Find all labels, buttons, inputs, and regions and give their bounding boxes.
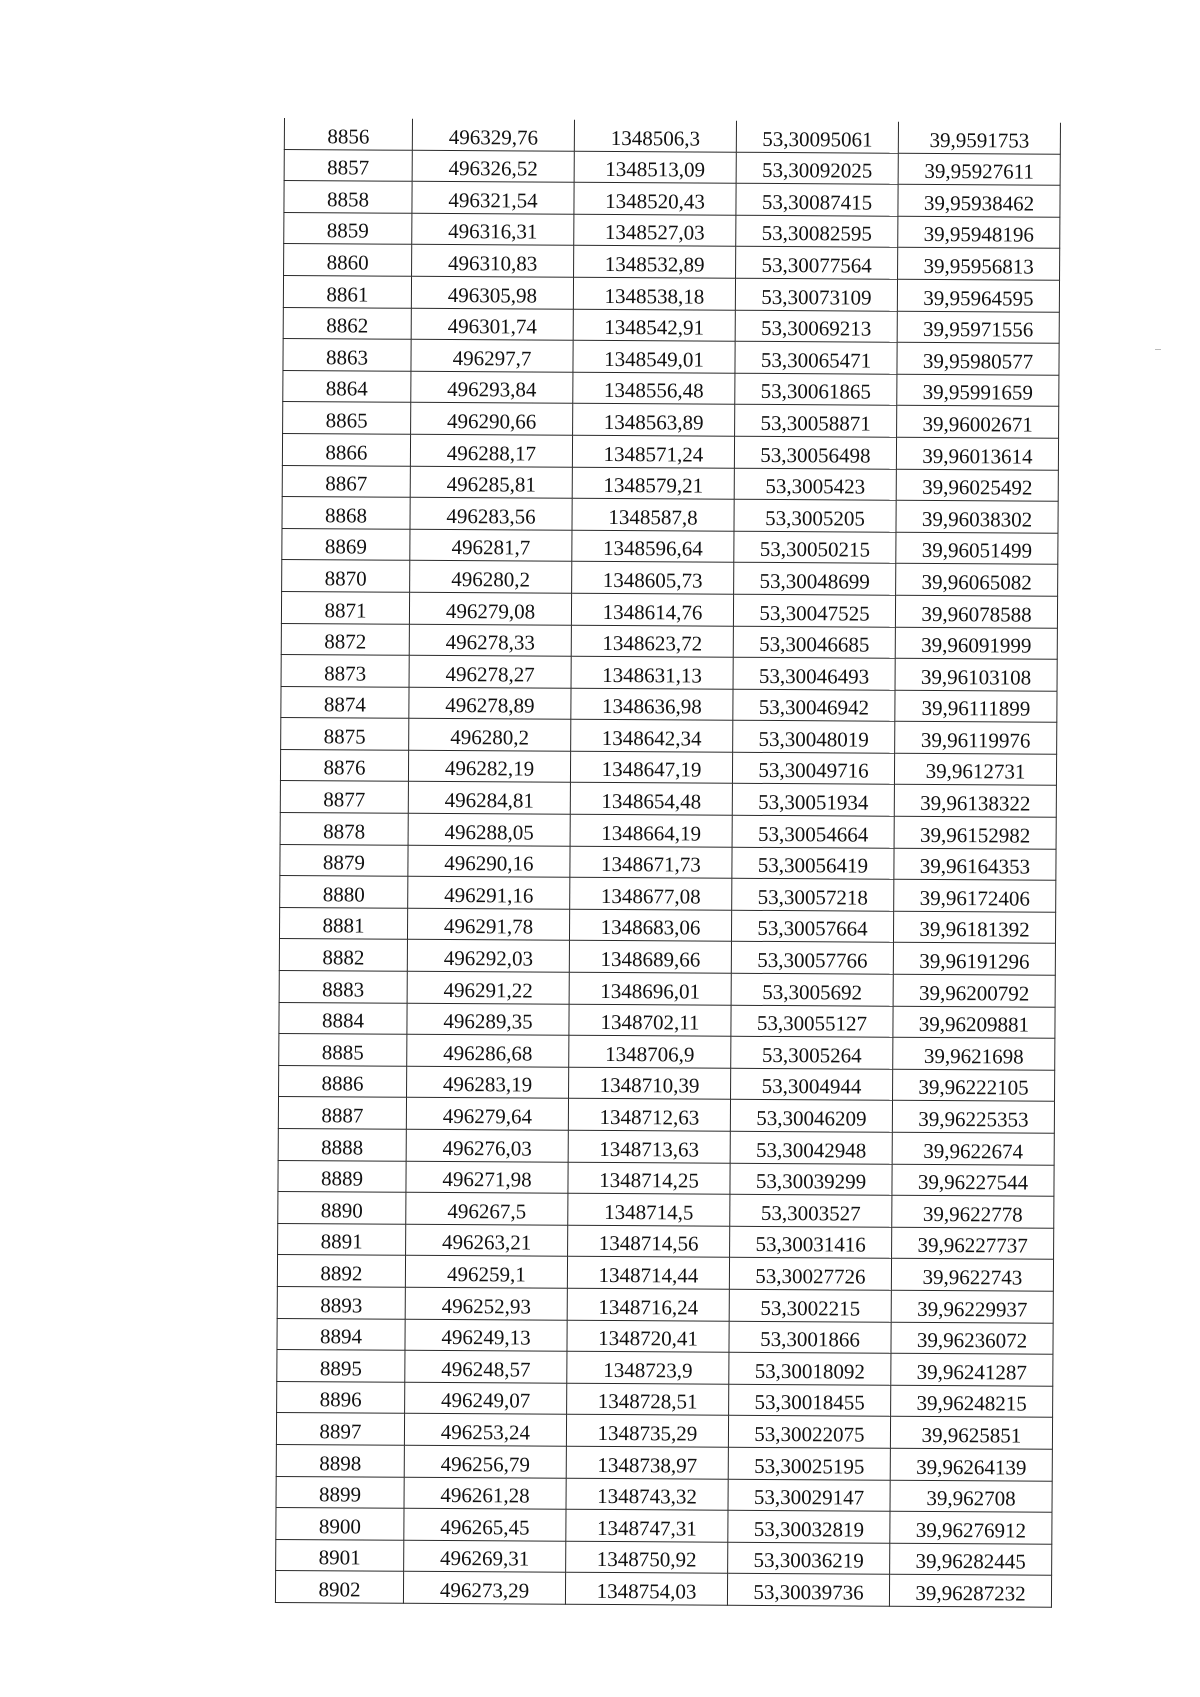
x-coordinate-cell: 496273,29 [403,1572,565,1605]
point-number-cell: 8896 [277,1381,405,1413]
y-coordinate-cell: 1348579,21 [572,467,734,500]
table-row [276,1413,1052,1449]
point-number-cell: 8892 [277,1255,405,1287]
latitude-cell: 53,30092025 [736,152,898,185]
point-number-cell: 8880 [280,876,408,908]
latitude-cell: 53,3004944 [731,1068,893,1101]
latitude-cell: 53,30027726 [729,1258,891,1291]
x-coordinate-cell: 496278,27 [409,655,571,688]
latitude-cell: 53,30054664 [732,815,894,848]
y-coordinate-cell: 1348605,73 [572,562,734,595]
longitude-cell: 39,96103108 [895,658,1057,691]
y-coordinate-cell: 1348716,24 [567,1288,729,1321]
table-row [284,181,1060,217]
longitude-cell: 39,9612731 [894,753,1056,786]
x-coordinate-cell: 496290,66 [411,403,573,436]
y-coordinate-cell: 1348520,43 [574,182,736,215]
point-number-cell: 8890 [278,1192,406,1224]
x-coordinate-cell: 496267,5 [406,1192,568,1225]
point-number-cell: 8882 [279,939,407,971]
latitude-cell: 53,3001866 [729,1321,891,1354]
longitude-cell: 39,96200792 [893,974,1055,1007]
table-row [277,1318,1053,1354]
x-coordinate-cell: 496279,08 [409,592,571,625]
x-coordinate-cell: 496293,84 [411,371,573,404]
y-coordinate-cell: 1348696,01 [569,972,731,1005]
longitude-cell: 39,96191296 [893,943,1055,976]
table-row [280,844,1056,880]
longitude-cell: 39,96002671 [897,406,1059,439]
point-number-cell: 8870 [282,560,410,592]
y-coordinate-cell: 1348728,51 [567,1383,729,1416]
latitude-cell: 53,30051934 [732,784,894,817]
latitude-cell: 53,30048699 [734,563,896,596]
x-coordinate-cell: 496288,05 [408,813,570,846]
latitude-cell: 53,30087415 [736,183,898,216]
longitude-cell: 39,95980577 [897,342,1059,375]
point-number-cell: 8867 [282,465,410,497]
table-row [283,402,1059,438]
latitude-cell: 53,30069213 [735,310,897,343]
y-coordinate-cell: 1348542,91 [573,309,735,342]
x-coordinate-cell: 496261,28 [404,1477,566,1510]
x-coordinate-cell: 496310,83 [412,245,574,278]
point-number-cell: 8889 [278,1160,406,1192]
point-number-cell: 8879 [280,844,408,876]
point-number-cell: 8891 [278,1223,406,1255]
x-coordinate-cell: 496326,52 [412,150,574,183]
y-coordinate-cell: 1348571,24 [572,435,734,468]
longitude-cell: 39,96229937 [891,1290,1053,1323]
table-row [283,370,1059,406]
point-number-cell: 8876 [280,749,408,781]
table-row [277,1350,1053,1386]
longitude-cell: 39,96038302 [896,500,1058,533]
y-coordinate-cell: 1348671,73 [570,846,732,879]
x-coordinate-cell: 496253,24 [404,1414,566,1447]
y-coordinate-cell: 1348664,19 [570,814,732,847]
point-number-cell: 8875 [281,718,409,750]
longitude-cell: 39,95991659 [897,374,1059,407]
point-number-cell: 8874 [281,686,409,718]
longitude-cell: 39,96164353 [894,848,1056,881]
table-row [279,907,1055,943]
longitude-cell: 39,95971556 [897,311,1059,344]
table-row [279,971,1055,1007]
table-row [280,749,1056,785]
latitude-cell: 53,3005205 [734,499,896,532]
latitude-cell: 53,3005692 [731,973,893,1006]
y-coordinate-cell: 1348538,18 [573,277,735,310]
latitude-cell: 53,30046493 [733,657,895,690]
longitude-cell: 39,96119976 [895,722,1057,755]
x-coordinate-cell: 496282,19 [408,750,570,783]
y-coordinate-cell: 1348743,32 [566,1478,728,1511]
x-coordinate-cell: 496289,35 [407,1003,569,1036]
point-number-cell: 8878 [280,813,408,845]
longitude-cell: 39,96248215 [891,1385,1053,1418]
x-coordinate-cell: 496291,22 [407,971,569,1004]
point-number-cell: 8901 [276,1539,404,1571]
y-coordinate-cell: 1348702,11 [569,1004,731,1037]
table-row [284,149,1060,185]
point-number-cell: 8864 [283,370,411,402]
y-coordinate-cell: 1348631,13 [571,656,733,689]
point-number-cell: 8886 [279,1065,407,1097]
latitude-cell: 53,30049716 [732,752,894,785]
x-coordinate-cell: 496269,31 [404,1540,566,1573]
longitude-cell: 39,96013614 [896,437,1058,470]
longitude-cell: 39,96078588 [895,595,1057,628]
table-row [283,307,1059,343]
x-coordinate-cell: 496283,19 [407,1066,569,1099]
x-coordinate-cell: 496249,13 [405,1319,567,1352]
point-number-cell: 8860 [284,244,412,276]
latitude-cell: 53,30077564 [736,247,898,280]
y-coordinate-cell: 1348689,66 [569,941,731,974]
longitude-cell: 39,96025492 [896,469,1058,502]
x-coordinate-cell: 496265,45 [404,1508,566,1541]
latitude-cell: 53,3005264 [731,1036,893,1069]
x-coordinate-cell: 496292,03 [407,940,569,973]
latitude-cell: 53,30025195 [728,1447,890,1480]
latitude-cell: 53,30057218 [732,879,894,912]
table-row [278,1160,1054,1196]
x-coordinate-cell: 496291,78 [407,908,569,941]
x-coordinate-cell: 496278,89 [409,687,571,720]
x-coordinate-cell: 496321,54 [412,181,574,214]
longitude-cell: 39,95956813 [898,248,1060,281]
point-number-cell: 8861 [283,275,411,307]
y-coordinate-cell: 1348683,06 [569,909,731,942]
x-coordinate-cell: 496279,64 [406,1098,568,1131]
y-coordinate-cell: 1348549,01 [573,340,735,373]
longitude-cell: 39,96051499 [896,532,1058,565]
table-row [278,1192,1054,1228]
point-number-cell: 8857 [284,149,412,181]
point-number-cell: 8859 [284,212,412,244]
table-row [284,244,1060,280]
point-number-cell: 8894 [277,1318,405,1350]
point-number-cell: 8868 [282,497,410,529]
latitude-cell: 53,30042948 [730,1131,892,1164]
y-coordinate-cell: 1348738,97 [566,1446,728,1479]
point-number-cell: 8869 [282,528,410,560]
longitude-cell: 39,96181392 [893,911,1055,944]
x-coordinate-cell: 496305,98 [411,276,573,309]
y-coordinate-cell: 1348714,56 [568,1225,730,1258]
table-row [277,1286,1053,1322]
y-coordinate-cell: 1348556,48 [573,372,735,405]
latitude-cell: 53,30039736 [727,1574,889,1607]
longitude-cell: 39,962708 [890,1480,1052,1513]
y-coordinate-cell: 1348677,08 [570,878,732,911]
table-row [284,118,1060,154]
point-number-cell: 8873 [281,655,409,687]
latitude-cell: 53,3003527 [730,1194,892,1227]
table-row [284,212,1060,248]
y-coordinate-cell: 1348706,9 [569,1035,731,1068]
latitude-cell: 53,30073109 [735,278,897,311]
x-coordinate-cell: 496259,1 [405,1256,567,1289]
y-coordinate-cell: 1348714,25 [568,1162,730,1195]
coordinates-table [275,118,1061,1608]
latitude-cell: 53,30095061 [736,121,898,153]
table-row [281,623,1057,659]
x-coordinate-cell: 496329,76 [412,119,574,151]
x-coordinate-cell: 496285,81 [410,466,572,499]
table-row [280,876,1056,912]
longitude-cell: 39,96236072 [891,1322,1053,1355]
longitude-cell: 39,96111899 [895,690,1057,723]
longitude-cell: 39,9622743 [891,1259,1053,1292]
point-number-cell: 8884 [279,1002,407,1034]
y-coordinate-cell: 1348636,98 [571,688,733,721]
table-row [276,1476,1052,1512]
x-coordinate-cell: 496280,2 [410,561,572,594]
table-row [281,655,1057,691]
coordinates-table-container [275,118,1060,1608]
longitude-cell: 39,9591753 [898,122,1060,154]
point-number-cell: 8902 [275,1571,403,1603]
y-coordinate-cell: 1348527,03 [574,214,736,247]
latitude-cell: 53,30065471 [735,341,897,374]
table-row [279,1065,1055,1101]
x-coordinate-cell: 496271,98 [406,1161,568,1194]
longitude-cell: 39,96152982 [894,816,1056,849]
longitude-cell: 39,96241287 [891,1353,1053,1386]
latitude-cell: 53,30032819 [728,1510,890,1543]
x-coordinate-cell: 496281,7 [410,529,572,562]
point-number-cell: 8895 [277,1350,405,1382]
point-number-cell: 8899 [276,1476,404,1508]
x-coordinate-cell: 496291,16 [408,877,570,910]
x-coordinate-cell: 496283,56 [410,497,572,530]
x-coordinate-cell: 496316,31 [412,213,574,246]
y-coordinate-cell: 1348713,63 [568,1130,730,1163]
latitude-cell: 53,30048019 [733,721,895,754]
point-number-cell: 8888 [278,1128,406,1160]
point-number-cell: 8898 [276,1444,404,1476]
scan-edge-mark [1155,349,1161,350]
point-number-cell: 8900 [276,1508,404,1540]
y-coordinate-cell: 1348754,03 [565,1573,727,1606]
longitude-cell: 39,95927611 [898,153,1060,186]
longitude-cell: 39,96065082 [896,564,1058,597]
longitude-cell: 39,95948196 [898,216,1060,249]
y-coordinate-cell: 1348614,76 [571,593,733,626]
longitude-cell: 39,95964595 [897,279,1059,312]
table-row [279,1034,1055,1070]
latitude-cell: 53,30031416 [730,1226,892,1259]
longitude-cell: 39,96282445 [890,1543,1052,1576]
y-coordinate-cell: 1348596,64 [572,530,734,563]
point-number-cell: 8887 [278,1097,406,1129]
table-row [282,528,1058,564]
y-coordinate-cell: 1348647,19 [570,751,732,784]
longitude-cell: 39,96225353 [892,1101,1054,1134]
table-row [278,1097,1054,1133]
longitude-cell: 39,95938462 [898,184,1060,217]
y-coordinate-cell: 1348714,5 [568,1193,730,1226]
y-coordinate-cell: 1348563,89 [573,404,735,437]
longitude-cell: 39,96264139 [890,1448,1052,1481]
table-row [275,1571,1051,1607]
x-coordinate-cell: 496288,17 [410,434,572,467]
table-row [276,1539,1052,1575]
table-row [281,718,1057,754]
table-row [278,1128,1054,1164]
x-coordinate-cell: 496301,74 [411,308,573,341]
table-row [279,1002,1055,1038]
latitude-cell: 53,30058871 [735,405,897,438]
y-coordinate-cell: 1348712,63 [568,1099,730,1132]
x-coordinate-cell: 496252,93 [405,1287,567,1320]
longitude-cell: 39,96138322 [894,785,1056,818]
y-coordinate-cell: 1348506,3 [574,120,736,152]
point-number-cell: 8858 [284,181,412,213]
y-coordinate-cell: 1348750,92 [566,1541,728,1574]
longitude-cell: 39,9622674 [892,1132,1054,1165]
table-row [283,275,1059,311]
point-number-cell: 8877 [280,781,408,813]
latitude-cell: 53,30018092 [729,1352,891,1385]
longitude-cell: 39,9622778 [892,1195,1054,1228]
y-coordinate-cell: 1348723,9 [567,1351,729,1384]
point-number-cell: 8872 [281,623,409,655]
point-number-cell: 8866 [282,433,410,465]
y-coordinate-cell: 1348720,41 [567,1320,729,1353]
x-coordinate-cell: 496248,57 [405,1350,567,1383]
x-coordinate-cell: 496286,68 [407,1034,569,1067]
latitude-cell: 53,30039299 [730,1163,892,1196]
latitude-cell: 53,30046685 [733,626,895,659]
table-row [282,433,1058,469]
latitude-cell: 53,30055127 [731,1005,893,1038]
table-row [279,939,1055,975]
table-row [277,1381,1053,1417]
longitude-cell: 39,9625851 [890,1417,1052,1450]
x-coordinate-cell: 496263,21 [406,1224,568,1257]
longitude-cell: 39,96222105 [893,1069,1055,1102]
point-number-cell: 8893 [277,1286,405,1318]
y-coordinate-cell: 1348714,44 [567,1257,729,1290]
table-row [282,465,1058,501]
longitude-cell: 39,96209881 [893,1006,1055,1039]
longitude-cell: 39,96287232 [889,1575,1051,1608]
point-number-cell: 8862 [283,307,411,339]
table-row [281,591,1057,627]
longitude-cell: 39,9621698 [893,1037,1055,1070]
latitude-cell: 53,30050215 [734,531,896,564]
x-coordinate-cell: 496290,16 [408,845,570,878]
table-row [282,497,1058,533]
latitude-cell: 53,30056498 [734,436,896,469]
latitude-cell: 53,3005423 [734,468,896,501]
latitude-cell: 53,30057766 [731,942,893,975]
latitude-cell: 53,30022075 [728,1416,890,1449]
table-row [280,813,1056,849]
longitude-cell: 39,96227737 [892,1227,1054,1260]
x-coordinate-cell: 496284,81 [408,782,570,815]
table-row [276,1444,1052,1480]
latitude-cell: 53,30018455 [729,1384,891,1417]
latitude-cell: 53,30047525 [733,594,895,627]
y-coordinate-cell: 1348623,72 [571,625,733,658]
table-row [276,1508,1052,1544]
latitude-cell: 53,3002215 [729,1289,891,1322]
coordinates-table-body [275,118,1060,1607]
y-coordinate-cell: 1348587,8 [572,498,734,531]
table-row [281,686,1057,722]
y-coordinate-cell: 1348735,29 [566,1415,728,1448]
latitude-cell: 53,30056419 [732,847,894,880]
x-coordinate-cell: 496297,7 [411,339,573,372]
x-coordinate-cell: 496276,03 [406,1129,568,1162]
y-coordinate-cell: 1348532,89 [574,246,736,279]
y-coordinate-cell: 1348710,39 [569,1067,731,1100]
table-row [277,1255,1053,1291]
latitude-cell: 53,30029147 [728,1479,890,1512]
point-number-cell: 8897 [276,1413,404,1445]
point-number-cell: 8883 [279,971,407,1003]
point-number-cell: 8885 [279,1034,407,1066]
latitude-cell: 53,30082595 [736,215,898,248]
table-row [283,339,1059,375]
table-row [278,1223,1054,1259]
longitude-cell: 39,96276912 [890,1511,1052,1544]
latitude-cell: 53,30046209 [730,1100,892,1133]
point-number-cell: 8881 [279,907,407,939]
longitude-cell: 39,96227544 [892,1164,1054,1197]
y-coordinate-cell: 1348642,34 [571,720,733,753]
x-coordinate-cell: 496256,79 [404,1445,566,1478]
latitude-cell: 53,30036219 [728,1542,890,1575]
x-coordinate-cell: 496278,33 [409,624,571,657]
longitude-cell: 39,96172406 [894,879,1056,912]
x-coordinate-cell: 496249,07 [405,1382,567,1415]
point-number-cell: 8863 [283,339,411,371]
table-row [280,781,1056,817]
y-coordinate-cell: 1348513,09 [574,151,736,184]
point-number-cell: 8865 [283,402,411,434]
point-number-cell: 8856 [284,118,412,150]
x-coordinate-cell: 496280,2 [409,719,571,752]
table-row [282,560,1058,596]
y-coordinate-cell: 1348654,48 [570,783,732,816]
y-coordinate-cell: 1348747,31 [566,1509,728,1542]
point-number-cell: 8871 [281,591,409,623]
latitude-cell: 53,30046942 [733,689,895,722]
longitude-cell: 39,96091999 [895,627,1057,660]
latitude-cell: 53,30057664 [731,910,893,943]
latitude-cell: 53,30061865 [735,373,897,406]
